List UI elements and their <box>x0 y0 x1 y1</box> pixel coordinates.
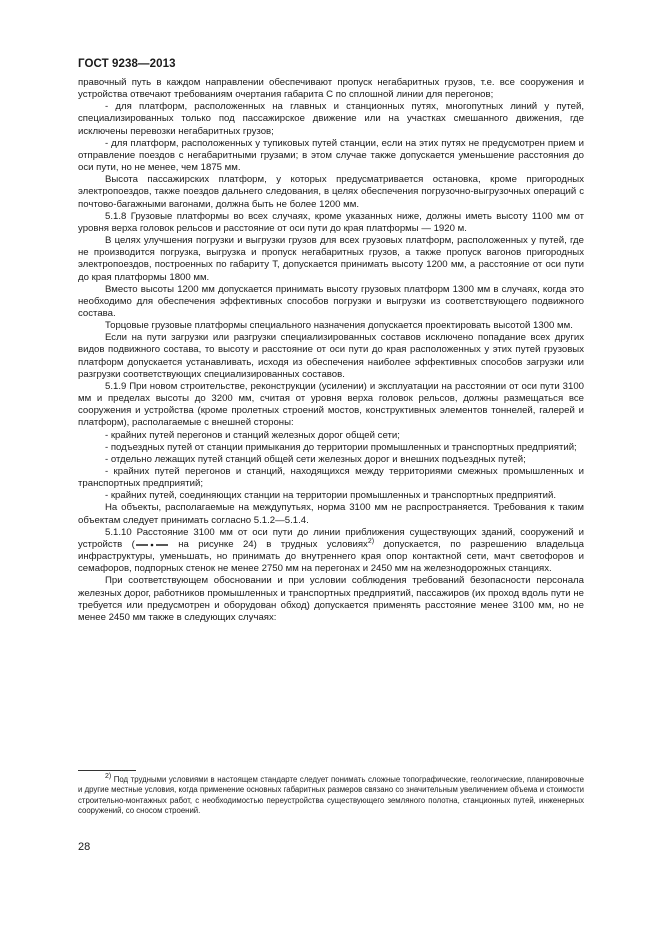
clause-5-1-9: 5.1.9 При новом строительстве, реконструкции (усилении) и эксплуатации на расстоянии от оси пути 3100 мм и пределах высоты до 3200 мм, считая от уровня верха головок рельсов, должны размещаться все сооружения и устройства (кроме пролетных строений мостов, конструктивных элементов тоннелей, галерей и платформ), располагаемые с внешней стороны: <box>78 380 584 429</box>
standard-header: ГОСТ 9238—2013 <box>78 58 176 70</box>
paragraph: При соответствующем обосновании и при условии соблюдения требований безопасности персонала железных дорог, работников промышленных и транспортных предприятий, пассажиров (их проход вдоль пути не требуется или предусмотрен и оборудован обход) допускается применять расстояние менее 3100 мм, но не менее 2450 мм также в следующих случаях: <box>78 575 584 623</box>
clause-text-mid: на рисунке 24) в трудных условиях <box>168 538 368 550</box>
paragraph: На объекты, располагаемые на междупутьях, норма 3100 мм не распространяется. Требования к таким объектам следует принимать согласно 5.1.2—5.1.4. <box>78 502 584 526</box>
clause-text-start: 5.1.10 Расстояние 3100 мм от оси пути до линии приближения существующих зданий, сооружений и устройств ( <box>78 526 584 550</box>
footnote-text: Под трудными условиями в настоящем стандарте следует понимать сложные топографические, геологические, планировочные и другие местные условия, когда применение основных габаритных размеров связано со значительным увеличением объема и стоимости строительно-монтажных работ, с необходимостью переустройства существующего земляного полотна, станционных путей, инженерных сооружений, со сносом строений. <box>78 775 584 815</box>
clause-5-1-10 <box>78 527 584 576</box>
body-text <box>78 77 584 624</box>
footnote-separator <box>78 770 136 771</box>
footnote-marker: 2) <box>105 773 112 780</box>
page-number: 28 <box>78 841 91 853</box>
list-item: - крайних путей, соединяющих станции на территории промышленных и транспортных предприятий. <box>105 490 557 502</box>
clause-text-end: допускается, по разрешению владельца инфраструктуры, уменьшать, но принимать до внутреннего края опор контактной сети, мачт светофоров и семафоров, подпорных стенок не менее 2750 мм на перегонах и 2450 мм на железнодорожных станциях. <box>78 538 585 575</box>
footnote-reference[interactable]: 2) <box>367 537 375 545</box>
dash-dot-line-icon <box>135 540 169 548</box>
clause-5-1-8: 5.1.8 Грузовые платформы во всех случаях, кроме указанных ниже, должны иметь высоту 1100 мм от уровня верха головок рельсов и расстояние от оси пути до края платформы — 1920 м. <box>78 210 584 234</box>
paragraph: Если на пути загрузки или разгрузки специализированных составов исключено попадание всех других видов подвижного состава, то высоту и расстояние от оси пути до края расположенных у этих путей грузовых платформ допускается устанавливать, исходя из обеспечения наиболее эффективных способов загрузки или разгрузки соответствующих специализированных составов. <box>78 332 584 380</box>
list-item: - для платформ, расположенных на главных и станционных путях, многопутных линий у путей, специализированных только под пассажирское движение или на участках смешанного движения, где исключены перевозки негабаритных грузов; <box>78 101 584 137</box>
list-item: - подъездных путей от станции примыкания до территории промышленных и транспортных предприятий; <box>105 441 577 453</box>
list-item: - отдельно лежащих путей станций общей сети железных дорог и внешних подъездных путей; <box>105 453 526 465</box>
paragraph: Вместо высоты 1200 мм допускается принимать высоту грузовых платформ 1300 мм в случаях, когда это необходимо для обеспечения эффективных способов погрузки и выгрузки из соответствующего подвижного состава. <box>78 283 584 319</box>
paragraph: Высота пассажирских платформ, у которых предусматривается остановка, кроме пригородных электропоездов, также поездов дальнего следования, в целях обеспечения погрузочно-выгрузочных операций с почтово-багажными вагонами, должна быть не более 1200 мм. <box>78 174 584 210</box>
list-item: - крайних путей перегонов и станций, находящихся между территориями смежных промышленных и транспортных предприятий; <box>78 466 584 490</box>
paragraph: правочный путь в каждом направлении обеспечивают пропуск негабаритных грузов, т.е. все сооружения и устройства отвечают требованиям очертания габарита С по сплошной линии для перегонов; <box>78 77 584 101</box>
paragraph: В целях улучшения погрузки и выгрузки грузов для всех грузовых платформ, расположенных у путей, где не производится погрузка, выгрузка и пропуск негабаритных грузов, а также пропуск вагонов пригородных электропоездов, построенных по габариту Т, допускается принимать высоту 1200 мм, а расстояние от оси пути до края платформы 1800 мм. <box>78 235 584 283</box>
footnote <box>78 775 584 816</box>
list-item: - крайних путей перегонов и станций железных дорог общей сети; <box>105 429 400 441</box>
paragraph: Торцовые грузовые платформы специального назначения допускается проектировать высотой 1300 мм. <box>105 320 573 332</box>
list-item: - для платформ, расположенных у тупиковых путей станции, если на этих путях не предусмотрен прием и отправление поездов с негабаритными грузами; в этом случае также допускается уменьшение расстояния до оси пути, но не менее, чем 1875 мм. <box>78 137 584 174</box>
